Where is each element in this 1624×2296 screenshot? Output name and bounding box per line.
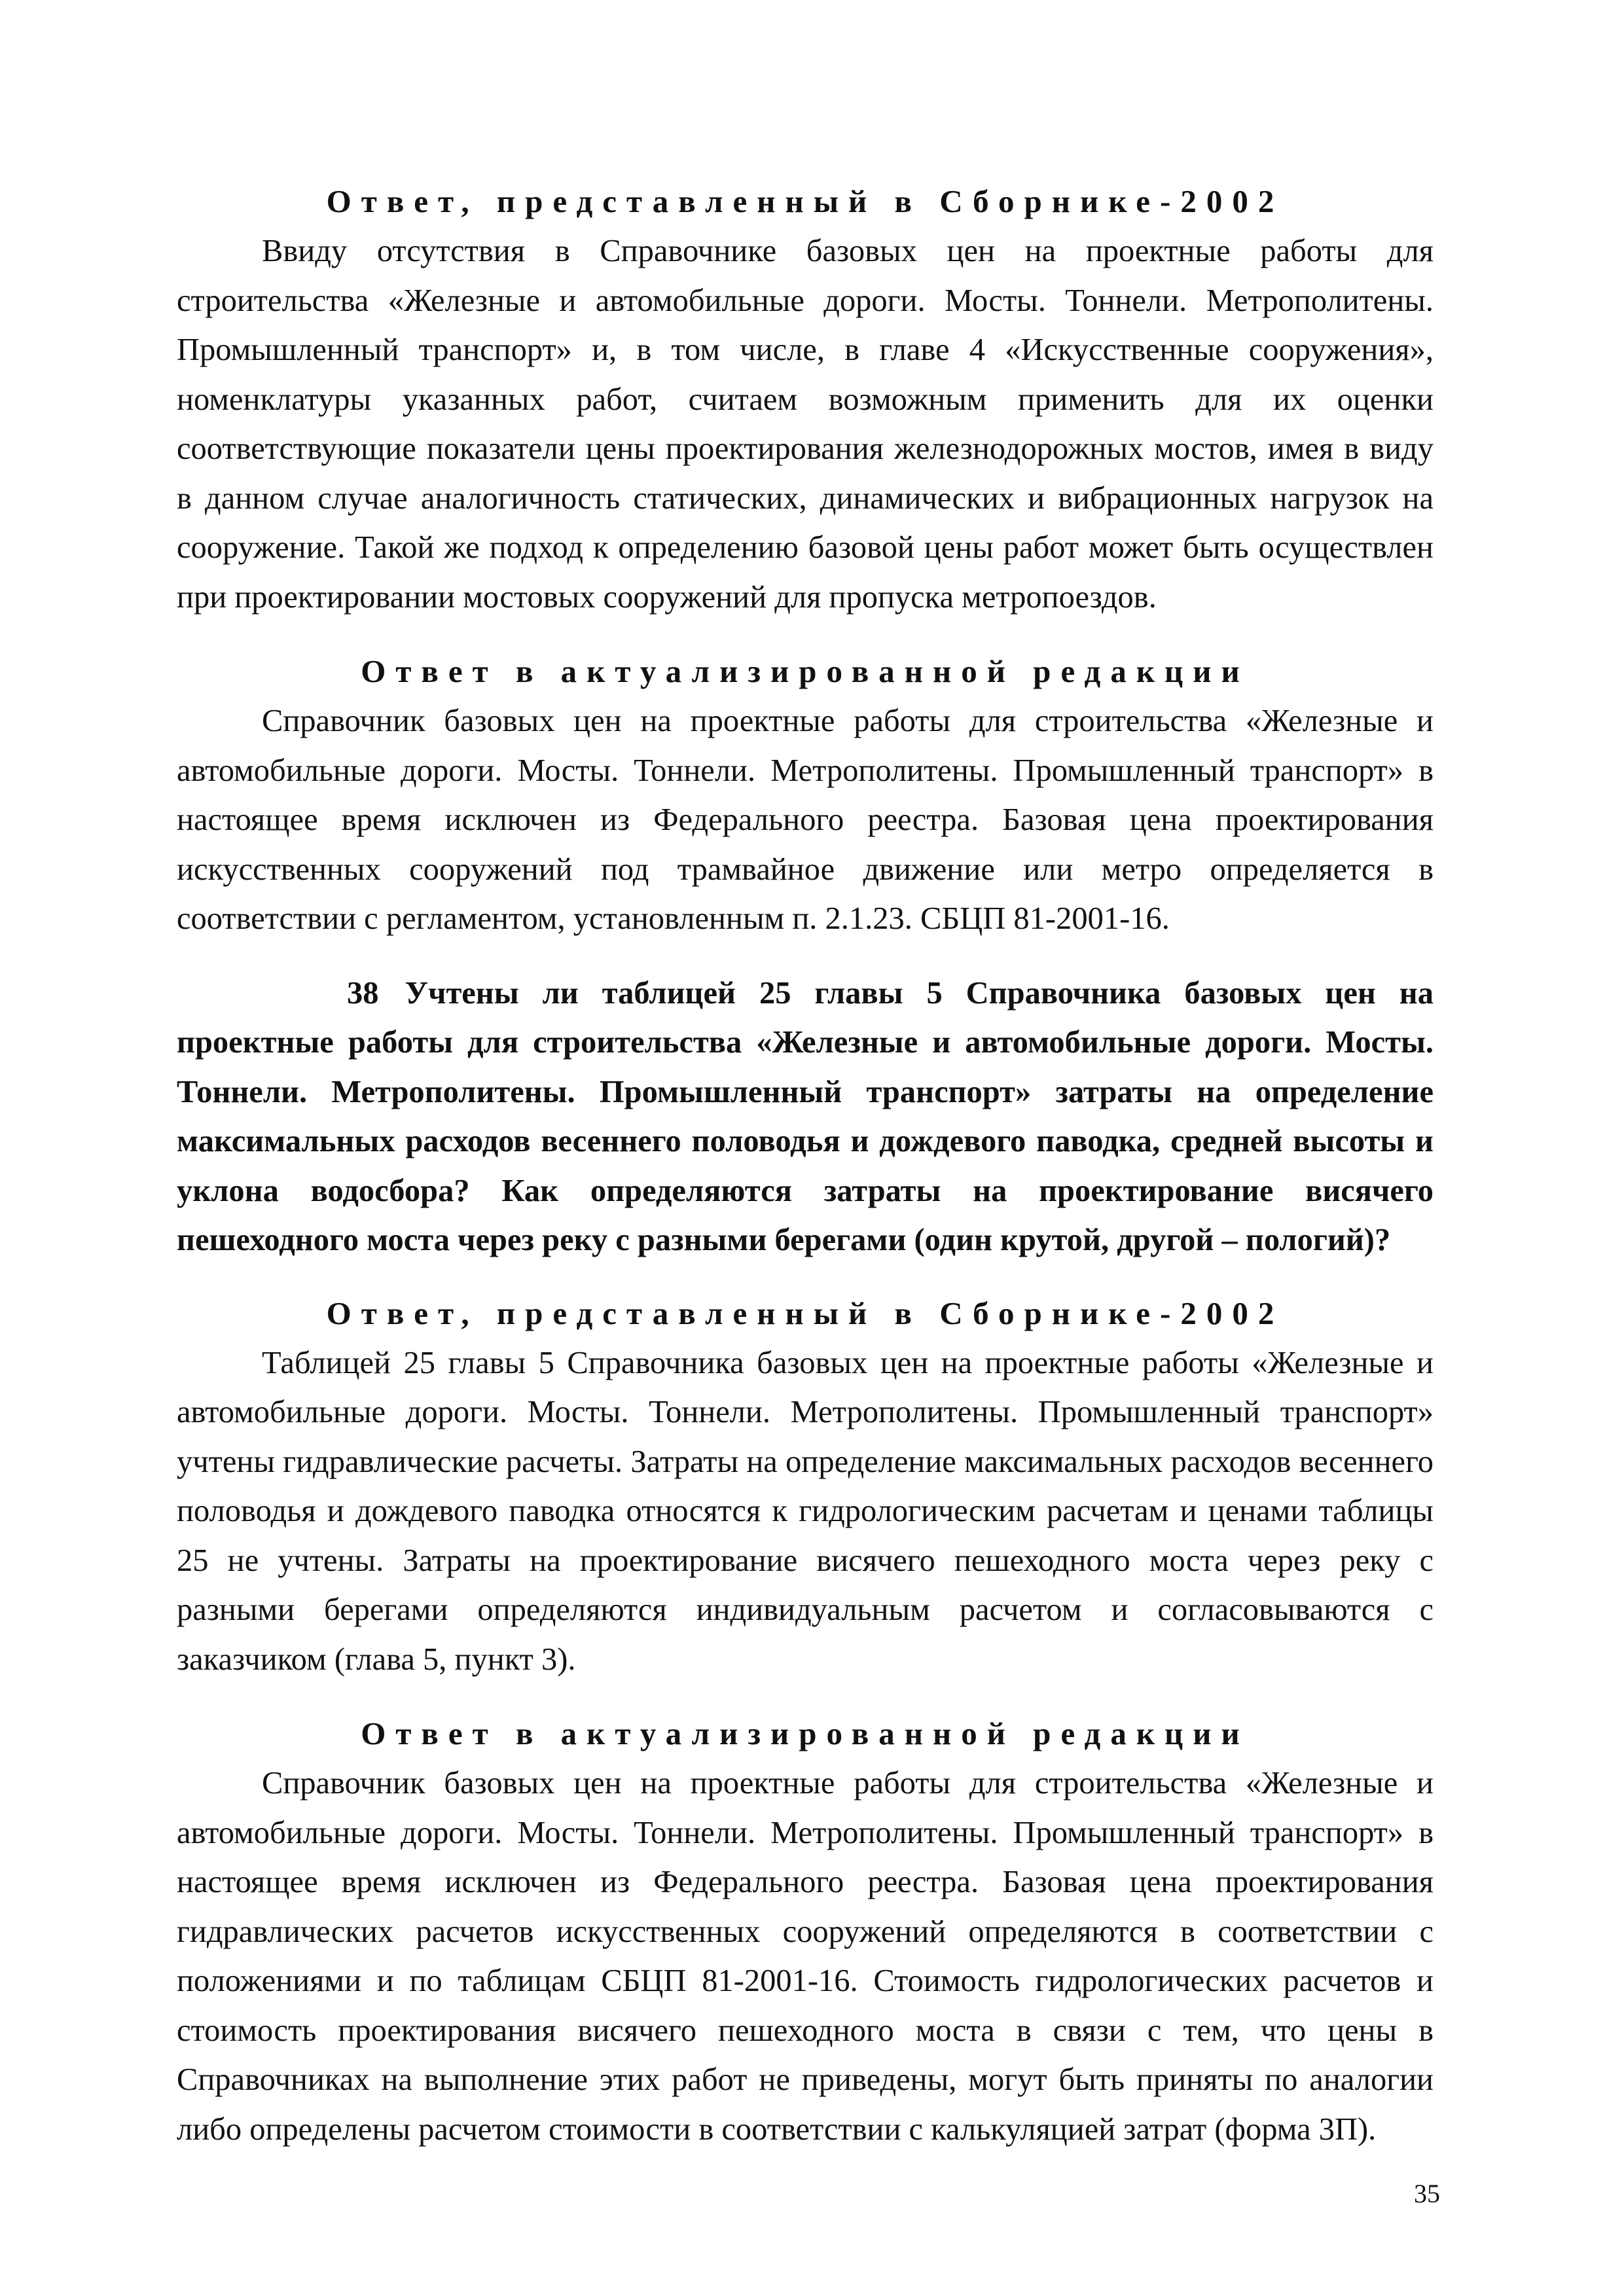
paragraph: Справочник базовых цен на проектные работы для строительства «Железные и автомобильные дороги. Мосты. Тоннели. Метрополитены. Промышленный транспорт» в настоящее время исключен из Федерального реестра. Базовая цена проектирования гидравлических расчетов искусственных сооружений определяются в соответствии с положениями и по таблицам СБЦП 81-2001-16. Стоимость гидрологических расчетов и стоимость проектирования висячего пешеходного моста в связи с тем, что цены в Справочниках на выполнение этих работ не приведены, могут быть приняты по аналогии либо определены расчетом стоимости в соответствии с калькуляцией затрат (форма 3П).: [177, 1766, 1434, 2147]
spacer: [177, 1265, 1434, 1289]
section-heading: Ответ в актуализированной редакции: [361, 653, 1250, 689]
spacer: [177, 622, 1434, 647]
page-number: 35: [1414, 2179, 1440, 2208]
paragraph: Таблицей 25 главы 5 Справочника базовых цен на проектные работы «Железные и автомобильные дороги. Мосты. Тоннели. Метрополитены. Промышленный транспорт» учтены гидравлические расчеты. Затраты на определение максимальных расходов весеннего половодья и дождевого паводка относятся к гидрологическим расчетам и ценами таблицы 25 не учтены. Затраты на проектирование висячего пешеходного моста через реку с разными берегами определяются индивидуальным расчетом и согласовываются с заказчиком (глава 5, пункт 3).: [177, 1345, 1434, 1677]
spacer: [177, 944, 1434, 969]
question-paragraph: [177, 969, 1434, 1265]
document-page: [177, 177, 1434, 2154]
section-heading: Ответ, представленный в Сборнике-2002: [326, 1295, 1284, 1331]
spacer: [177, 1684, 1434, 1709]
paragraph: Ввиду отсутствия в Справочнике базовых цен на проектные работы для строительства «Железные и автомобильные дороги. Мосты. Тоннели. Метрополитены. Промышленный транспорт» и, в том числе, в главе 4 «Искусственные сооружения», номенклатуры указанных работ, считаем возможным применить для их оценки соответствующие показатели цены проектирования железнодорожных мостов, имея в виду в данном случае аналогичность статических, динамических и вибрационных нагрузок на сооружение. Такой же подход к определению базовой цены работ может быть осуществлен при проектировании мостовых сооружений для пропуска метропоездов.: [177, 234, 1434, 615]
paragraph: Справочник базовых цен на проектные работы для строительства «Железные и автомобильные дороги. Мосты. Тоннели. Метрополитены. Промышленный транспорт» в настоящее время исключен из Федерального реестра. Базовая цена проектирования искусственных сооружений под трамвайное движение или метро определяется в соответствии с регламентом, установленным п. 2.1.23. СБЦП 81-2001-16.: [177, 704, 1434, 936]
section-heading: Ответ, представленный в Сборнике-2002: [326, 183, 1284, 219]
question-text: Учтены ли таблицей 25 главы 5 Справочника базовых цен на проектные работы для строительства «Железные и автомобильные дороги. Мосты. Тоннели. Метрополитены. Промышленный транспорт» затраты на определение максимальных расходов весеннего половодья и дождевого паводка, средней высоты и уклона водосбора? Как определяются затраты на проектирование висячего пешеходного моста через реку с разными берегами (один крутой, другой – пологий)?: [177, 975, 1434, 1257]
question-number: 38: [347, 975, 379, 1011]
section-heading: Ответ в актуализированной редакции: [361, 1715, 1250, 1751]
